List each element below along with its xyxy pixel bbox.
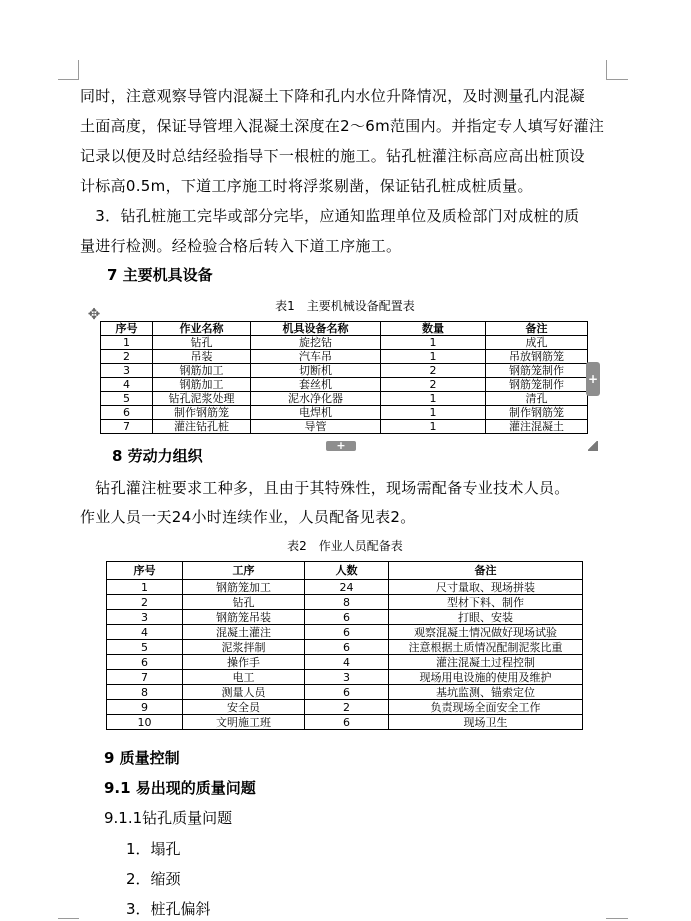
table-row (107, 685, 583, 700)
table-cell: 1 (381, 392, 486, 406)
table-move-handle-icon[interactable]: ✥ (87, 305, 101, 323)
table-cell: 基坑监测、锚索定位 (389, 685, 583, 700)
table-cell: 6 (305, 610, 389, 625)
insert-row-plus-icon[interactable]: + (326, 441, 356, 451)
equipment-table (100, 321, 588, 434)
table-cell: 2 (107, 595, 183, 610)
table-cell: 1 (101, 336, 153, 350)
paragraph-line: 量进行检测。经检验合格后转入下道工序施工。 (80, 237, 402, 255)
table-cell: 导管 (251, 420, 381, 434)
table-cell: 钻孔 (183, 595, 305, 610)
table-header-cell: 数量 (381, 322, 486, 336)
table-cell: 灌注混凝土过程控制 (389, 655, 583, 670)
table-row (107, 595, 583, 610)
table-cell: 2 (305, 700, 389, 715)
paragraph-line: 同时，注意观察导管内混凝土下降和孔内水位升降情况，及时测量孔内混凝 (80, 87, 585, 105)
table-cell: 1 (381, 406, 486, 420)
section-heading-equipment: 7 主要机具设备 (107, 266, 213, 284)
crop-mark-bottom-left-h (58, 918, 79, 919)
table-header-cell: 人数 (305, 562, 389, 580)
table-cell: 钢筋加工 (153, 378, 251, 392)
table-row (101, 364, 588, 378)
table-cell: 钻孔 (153, 336, 251, 350)
table-cell: 注意根据土质情况配制泥浆比重 (389, 640, 583, 655)
table-header-cell: 机具设备名称 (251, 322, 381, 336)
table-cell: 5 (101, 392, 153, 406)
table-cell: 6 (107, 655, 183, 670)
table-cell: 3 (107, 610, 183, 625)
table-cell: 测量人员 (183, 685, 305, 700)
table-cell: 7 (107, 670, 183, 685)
table-cell: 4 (305, 655, 389, 670)
table-cell: 24 (305, 580, 389, 595)
table-header-cell: 备注 (389, 562, 583, 580)
table-resize-handle-icon[interactable] (588, 441, 598, 451)
section-heading-quality: 9 质量控制 (104, 749, 180, 767)
table-cell: 6 (305, 715, 389, 730)
paragraph-line: 土面高度，保证导管埋入混凝土深度在2～6m范围内。并指定专人填写好灌注 (80, 117, 605, 135)
table-row (107, 640, 583, 655)
table-cell: 1 (381, 420, 486, 434)
table-header-cell: 备注 (486, 322, 588, 336)
table-cell: 制作钢筋笼 (486, 406, 588, 420)
table-cell: 灌注混凝土 (486, 420, 588, 434)
table-cell: 5 (107, 640, 183, 655)
table-cell: 电焊机 (251, 406, 381, 420)
table-cell: 泥浆拌制 (183, 640, 305, 655)
table-cell: 2 (381, 378, 486, 392)
table-cell: 吊装 (153, 350, 251, 364)
table-row (101, 378, 588, 392)
list-item: 3．桩孔偏斜 (126, 900, 211, 918)
table-cell: 现场卫生 (389, 715, 583, 730)
table-cell: 8 (305, 595, 389, 610)
table-cell: 现场用电设施的使用及维护 (389, 670, 583, 685)
table-cell: 清孔 (486, 392, 588, 406)
table2-caption: 表2 作业人员配备表 (287, 539, 403, 553)
paragraph-line: 计标高0.5m，下道工序施工时将浮浆剔凿，保证钻孔桩成桩质量。 (80, 177, 533, 195)
table-cell: 文明施工班 (183, 715, 305, 730)
table-cell: 6 (305, 625, 389, 640)
table-cell: 操作手 (183, 655, 305, 670)
section-heading-labor: 8 劳动力组织 (112, 447, 203, 465)
table-header-cell: 序号 (107, 562, 183, 580)
personnel-table (106, 561, 583, 730)
table-cell: 4 (101, 378, 153, 392)
table-cell: 吊放钢筋笼 (486, 350, 588, 364)
table-cell: 旋挖钻 (251, 336, 381, 350)
table-cell: 9 (107, 700, 183, 715)
table-cell: 7 (101, 420, 153, 434)
table-cell: 1 (107, 580, 183, 595)
subsection-heading-quality-issues: 9.1 易出现的质量问题 (104, 779, 256, 797)
table-row (101, 420, 588, 434)
table-cell: 安全员 (183, 700, 305, 715)
crop-mark-top-right-h (606, 79, 628, 80)
table-cell: 1 (381, 350, 486, 364)
table-cell: 钢筋笼制作 (486, 364, 588, 378)
table-header-cell: 序号 (101, 322, 153, 336)
table-row (107, 655, 583, 670)
table-header-row (107, 562, 583, 580)
table1-caption: 表1 主要机械设备配置表 (275, 299, 415, 313)
table-row (101, 336, 588, 350)
insert-column-plus-icon[interactable]: + (586, 362, 600, 396)
table-cell: 钢筋笼吊装 (183, 610, 305, 625)
table-cell: 2 (381, 364, 486, 378)
list-item: 1．塌孔 (126, 840, 181, 858)
table-header-cell: 作业名称 (153, 322, 251, 336)
paragraph-line: 记录以便及时总结经验指导下一根桩的施工。钻孔桩灌注标高应高出桩顶设 (80, 147, 585, 165)
paragraph-line: 3．钻孔桩施工完毕或部分完毕，应通知监理单位及质检部门对成桩的质 (80, 207, 580, 225)
table-cell: 电工 (183, 670, 305, 685)
table-cell: 8 (107, 685, 183, 700)
table-cell: 制作钢筋笼 (153, 406, 251, 420)
table-header-cell: 工序 (183, 562, 305, 580)
table-cell: 6 (305, 640, 389, 655)
table-cell: 观察混凝土情况做好现场试验 (389, 625, 583, 640)
paragraph-line: 钻孔灌注桩要求工种多，且由于其特殊性，现场需配备专业技术人员。 (80, 479, 570, 497)
crop-mark-bottom-right-h (606, 918, 628, 919)
paragraph-line: 作业人员一天24小时连续作业，人员配备见表2。 (80, 508, 416, 526)
table-row (107, 700, 583, 715)
table-cell: 6 (101, 406, 153, 420)
table-cell: 成孔 (486, 336, 588, 350)
table-cell: 1 (381, 336, 486, 350)
table-cell: 泥水净化器 (251, 392, 381, 406)
table-row (101, 350, 588, 364)
table-row (107, 715, 583, 730)
table-header-row (101, 322, 588, 336)
table-cell: 2 (101, 350, 153, 364)
table-row (107, 670, 583, 685)
crop-mark-top-left-h (58, 79, 79, 80)
table-cell: 灌注钻孔桩 (153, 420, 251, 434)
table-row (107, 580, 583, 595)
table-cell: 负责现场全面安全工作 (389, 700, 583, 715)
list-item: 2．缩颈 (126, 870, 181, 888)
table-cell: 汽车吊 (251, 350, 381, 364)
table-cell: 10 (107, 715, 183, 730)
table-cell: 钻孔泥浆处理 (153, 392, 251, 406)
table-cell: 型材下料、制作 (389, 595, 583, 610)
table-cell: 6 (305, 685, 389, 700)
table-cell: 套丝机 (251, 378, 381, 392)
table-cell: 钢筋加工 (153, 364, 251, 378)
table-row (107, 625, 583, 640)
table-cell: 打眼、安装 (389, 610, 583, 625)
table-cell: 4 (107, 625, 183, 640)
table-cell: 钢筋笼制作 (486, 378, 588, 392)
crop-mark-top-right-v (606, 60, 607, 80)
table-row (107, 610, 583, 625)
table-cell: 3 (101, 364, 153, 378)
crop-mark-top-left-v (78, 60, 79, 80)
table-cell: 混凝土灌注 (183, 625, 305, 640)
table-row (101, 406, 588, 420)
table-cell: 尺寸量取、现场拼装 (389, 580, 583, 595)
table-cell: 钢筋笼加工 (183, 580, 305, 595)
table-cell: 切断机 (251, 364, 381, 378)
subsubsection-heading-drilling: 9.1.1钻孔质量问题 (104, 809, 233, 827)
table-row (101, 392, 588, 406)
table-cell: 3 (305, 670, 389, 685)
